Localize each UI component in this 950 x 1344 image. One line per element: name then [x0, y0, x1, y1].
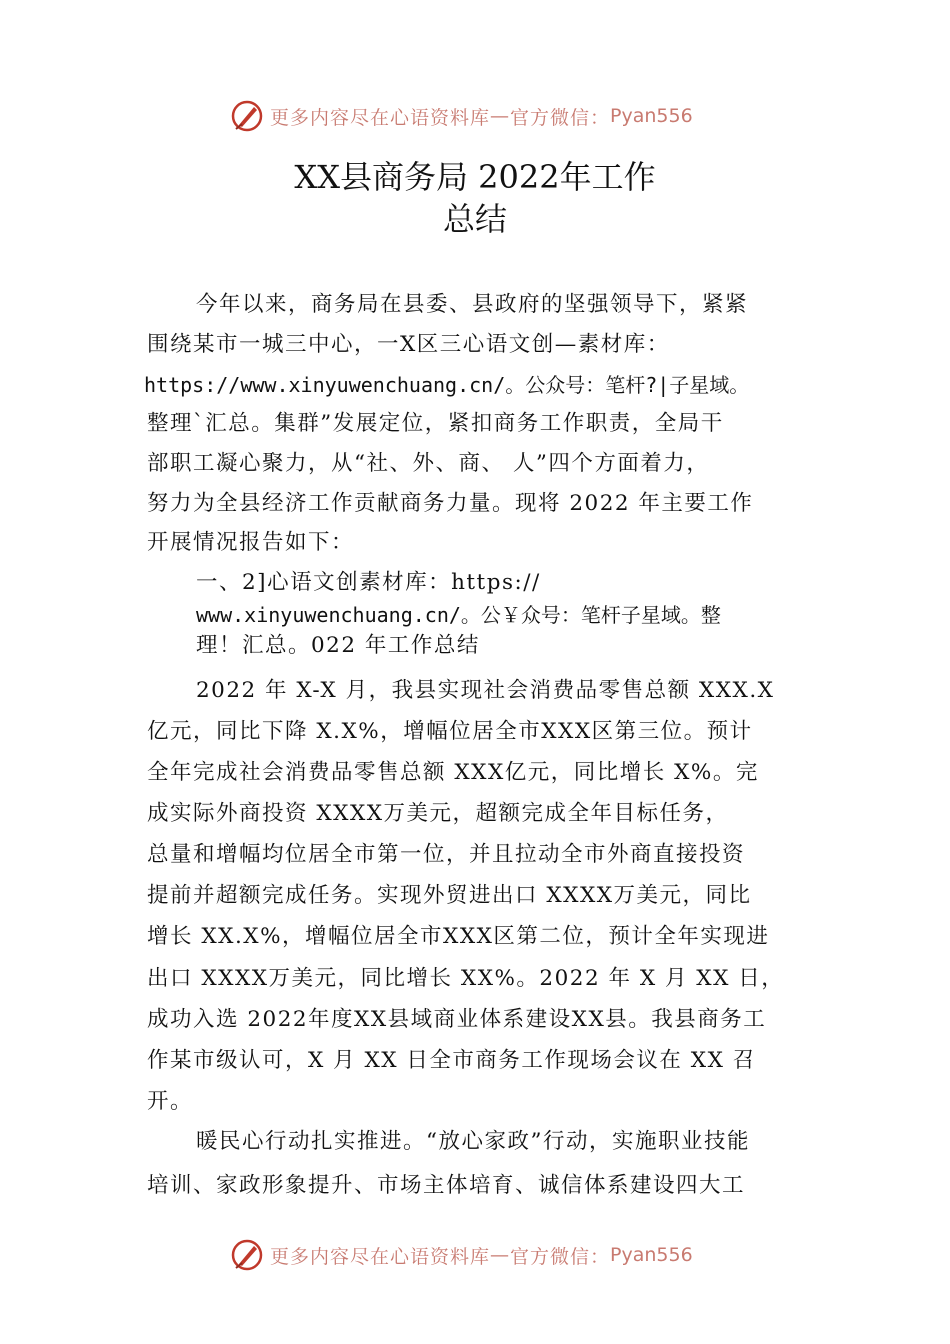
document-title-line2: 总结 [442, 200, 507, 238]
watermark-wechat-label: 官方微信： [510, 106, 611, 129]
watermark-wechat-id: Pyan556 [610, 1244, 693, 1266]
body-line: 理！汇总。022 年工作总结 [196, 633, 480, 658]
body-line: 作某市级认可，X 月 XX 日全市商务工作现场会议在 XX 召 [147, 1048, 756, 1073]
body-line: 2022 年 X-X 月，我县实现社会消费品零售总额 XXX.X [196, 678, 775, 703]
body-line: 提前并超额完成任务。实现外贸进出口 XXXX万美元，同比 [147, 883, 752, 908]
watermark-header [230, 96, 750, 136]
quill-logo-icon [230, 1238, 264, 1272]
watermark-wechat-label: 官方微信： [510, 1245, 611, 1268]
body-line: 开展情况报告如下： [147, 530, 355, 555]
body-line: 总量和增幅均位居全市第一位，并且拉动全市外商直接投资 [147, 842, 746, 867]
body-line: 部职工凝心聚力，从“社、外、商、 人”四个方面着力， [147, 451, 710, 476]
body-line: 亿元，同比下降 X.X%，增幅位居全市XXX区第三位。预计 [147, 719, 753, 744]
watermark-footer [230, 1235, 750, 1275]
body-line: www.xinyuwenchuang.cn/。公￥众号：笔杆子星域。整 [196, 603, 721, 627]
body-line: 全年完成社会消费品零售总额 XXX亿元，同比增长 X%。完 [147, 760, 759, 785]
body-line: 培训、家政形象提升、市场主体培育、诚信体系建设四大工 [147, 1173, 746, 1198]
body-line: 出口 XXXX万美元，同比增长 XX%。2022 年 X 月 XX 日， [147, 966, 785, 991]
quill-logo-icon [230, 99, 264, 133]
body-line: 一、2]心语文创素材库：https:// [196, 570, 541, 595]
body-line: 成功入选 2022年度XX县域商业体系建设XX县。我县商务工 [147, 1007, 767, 1032]
watermark-separator: — [490, 105, 511, 127]
watermark-text: 更多内容尽在心语资料库 [270, 106, 491, 129]
body-line: https://www.xinyuwenchuang.cn/。公众号：笔杆?|子星域。 [144, 373, 750, 397]
body-line: 增长 XX.X%，增幅位居全市XXX区第二位，预计全年实现进 [147, 924, 770, 949]
watermark-separator: — [490, 1244, 511, 1266]
body-line: 围绕某市一城三中心，一X区三心语文创—素材库： [147, 332, 670, 357]
watermark-wechat-id: Pyan556 [610, 105, 693, 127]
body-line: 努力为全县经济工作贡献商务力量。现将 2022 年主要工作 [147, 491, 754, 516]
watermark-text: 更多内容尽在心语资料库 [270, 1245, 491, 1268]
body-line: 开。 [147, 1089, 194, 1114]
body-line: 今年以来，商务局在县委、县政府的坚强领导下，紧紧 [196, 292, 749, 317]
body-line: 成实际外商投资 XXXX万美元，超额完成全年目标任务， [147, 801, 729, 826]
body-line: 暖民心行动扎实推进。“放心家政”行动，实施职业技能 [196, 1129, 750, 1154]
document-title: XX县商务局 2022年工作 [294, 158, 656, 196]
body-line: 整理`汇总。集群”发展定位，紧扣商务工作职责，全局干 [147, 411, 724, 436]
